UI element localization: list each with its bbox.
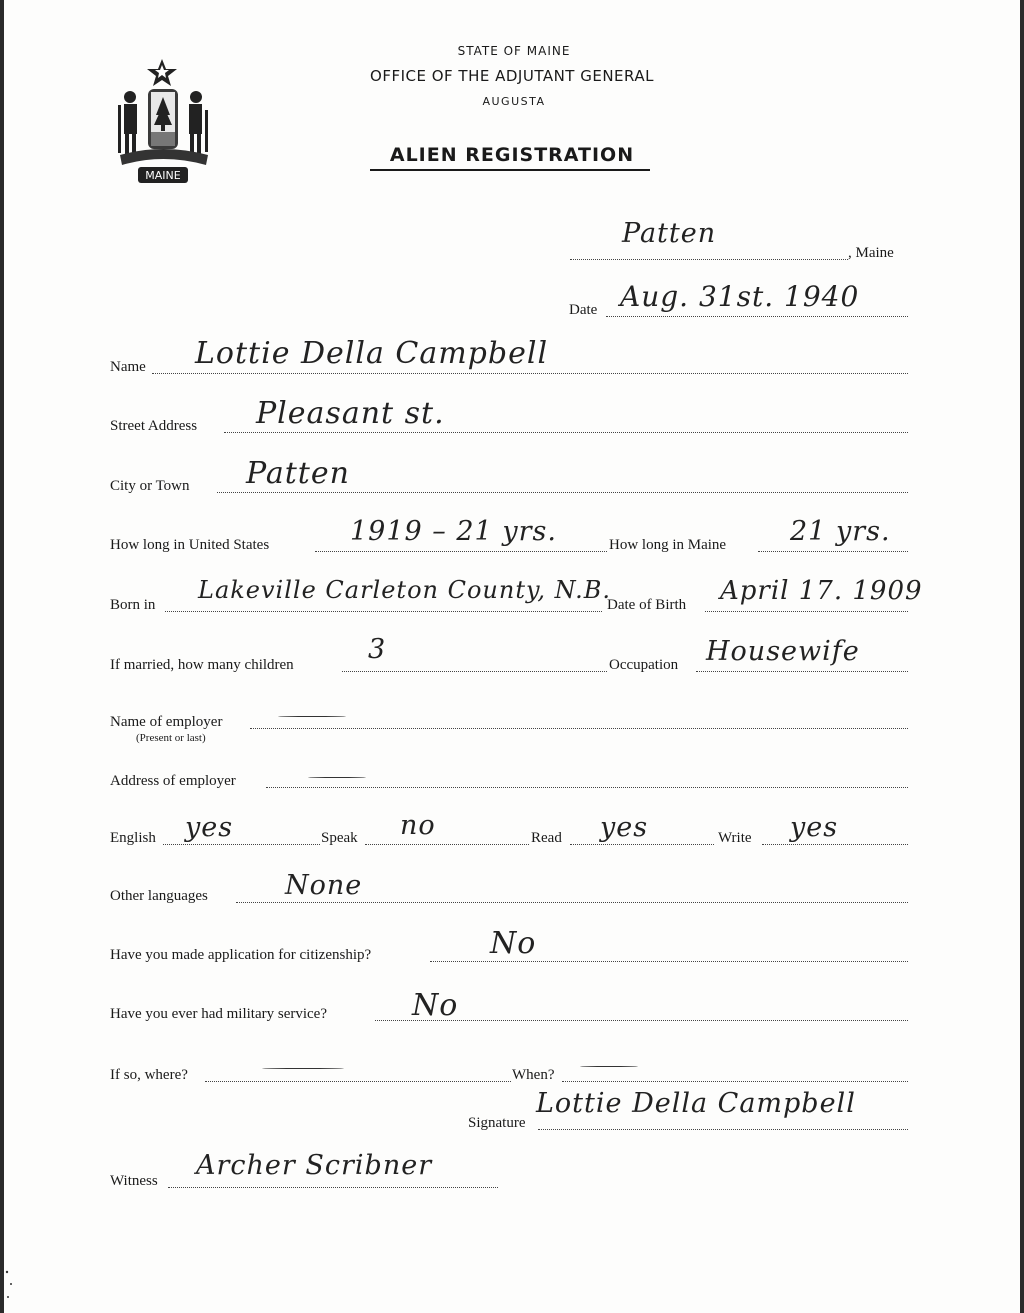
street-entry[interactable]: Pleasant st. [256, 396, 445, 431]
where-label: If so, where? [110, 1067, 188, 1083]
how-long-maine-label: How long in Maine [609, 537, 727, 553]
born-label: Born in [110, 597, 156, 613]
how-long-us-entry[interactable]: 1919 – 21 yrs. [350, 516, 557, 547]
scan-specks [4, 1270, 16, 1300]
when-dash [580, 1066, 638, 1067]
city-entry[interactable]: Patten [246, 456, 350, 491]
other-languages-entry[interactable]: None [285, 870, 363, 901]
military-label: Have you ever had military service? [110, 1006, 327, 1022]
witness-line [168, 1187, 498, 1188]
other-languages-line [236, 902, 908, 903]
where-line [205, 1081, 511, 1082]
born-line [165, 611, 602, 612]
header-state: STATE OF MAINE [457, 44, 571, 58]
street-label: Street Address [110, 418, 198, 434]
title-underline [370, 169, 650, 171]
write-entry[interactable]: yes [790, 812, 839, 843]
english-label: English [110, 830, 156, 846]
employer-label: Name of employer [110, 714, 223, 730]
name-entry[interactable]: Lottie Della Campbell [195, 336, 549, 371]
signature-line [538, 1129, 908, 1130]
read-label: Read [531, 830, 562, 846]
city-line [217, 492, 908, 493]
header-office: OFFICE OF THE ADJUTANT GENERAL [370, 67, 654, 85]
seal-banner-text: MAINE [145, 169, 181, 182]
witness-entry[interactable]: Archer Scribner [196, 1150, 433, 1181]
write-label: Write [718, 830, 752, 846]
read-line [570, 844, 714, 845]
signature-label: Signature [468, 1115, 526, 1131]
date-line [606, 316, 908, 317]
date-entry[interactable]: Aug. 31st. 1940 [620, 280, 860, 313]
occupation-entry[interactable]: Housewife [706, 636, 860, 667]
speak-label: Speak [321, 830, 358, 846]
employer-sub-label: (Present or last) [136, 732, 206, 744]
read-entry[interactable]: yes [600, 812, 649, 843]
occupation-line [696, 671, 908, 672]
dob-line [705, 611, 908, 612]
where-dash [262, 1068, 344, 1069]
how-long-maine-line [758, 551, 908, 552]
city-label: City or Town [110, 478, 190, 494]
citizenship-line [430, 961, 908, 962]
speak-entry[interactable]: no [400, 810, 436, 841]
witness-label: Witness [110, 1173, 158, 1189]
employer-address-dash [308, 777, 366, 778]
signature-entry[interactable]: Lottie Della Campbell [536, 1088, 856, 1119]
employer-address-label: Address of employer [110, 773, 236, 789]
speak-line [365, 844, 529, 845]
street-line [224, 432, 908, 433]
military-entry[interactable]: No [412, 988, 459, 1023]
english-line [163, 844, 320, 845]
town-suffix: , Maine [848, 245, 894, 261]
english-entry[interactable]: yes [185, 812, 234, 843]
when-label: When? [512, 1067, 555, 1083]
occupation-label: Occupation [609, 657, 679, 673]
children-label: If married, how many children [110, 657, 294, 673]
how-long-maine-entry[interactable]: 21 yrs. [790, 516, 891, 547]
how-long-us-line [315, 551, 607, 552]
dob-entry[interactable]: April 17. 1909 [720, 576, 923, 606]
other-languages-label: Other languages [110, 888, 208, 904]
form-title: ALIEN REGISTRATION [389, 144, 635, 166]
employer-dash [278, 716, 346, 717]
children-entry[interactable]: 3 [368, 634, 387, 665]
born-entry[interactable]: Lakeville Carleton County, N.B. [198, 576, 611, 604]
left-scan-edge [0, 0, 4, 1313]
date-label: Date [569, 302, 598, 318]
right-scan-edge [1020, 0, 1024, 1313]
town-entry[interactable]: Patten [622, 218, 717, 249]
name-line [152, 373, 908, 374]
employer-line [250, 728, 908, 729]
employer-address-line [266, 787, 908, 788]
dob-label: Date of Birth [607, 597, 687, 613]
header-city: AUGUSTA [482, 95, 546, 108]
children-line [342, 671, 607, 672]
town-line [570, 259, 848, 260]
name-label: Name [110, 359, 146, 375]
citizenship-entry[interactable]: No [490, 926, 537, 961]
citizenship-label: Have you made application for citizenship? [110, 947, 372, 963]
write-line [762, 844, 908, 845]
how-long-us-label: How long in United States [110, 537, 270, 553]
when-line [562, 1081, 908, 1082]
